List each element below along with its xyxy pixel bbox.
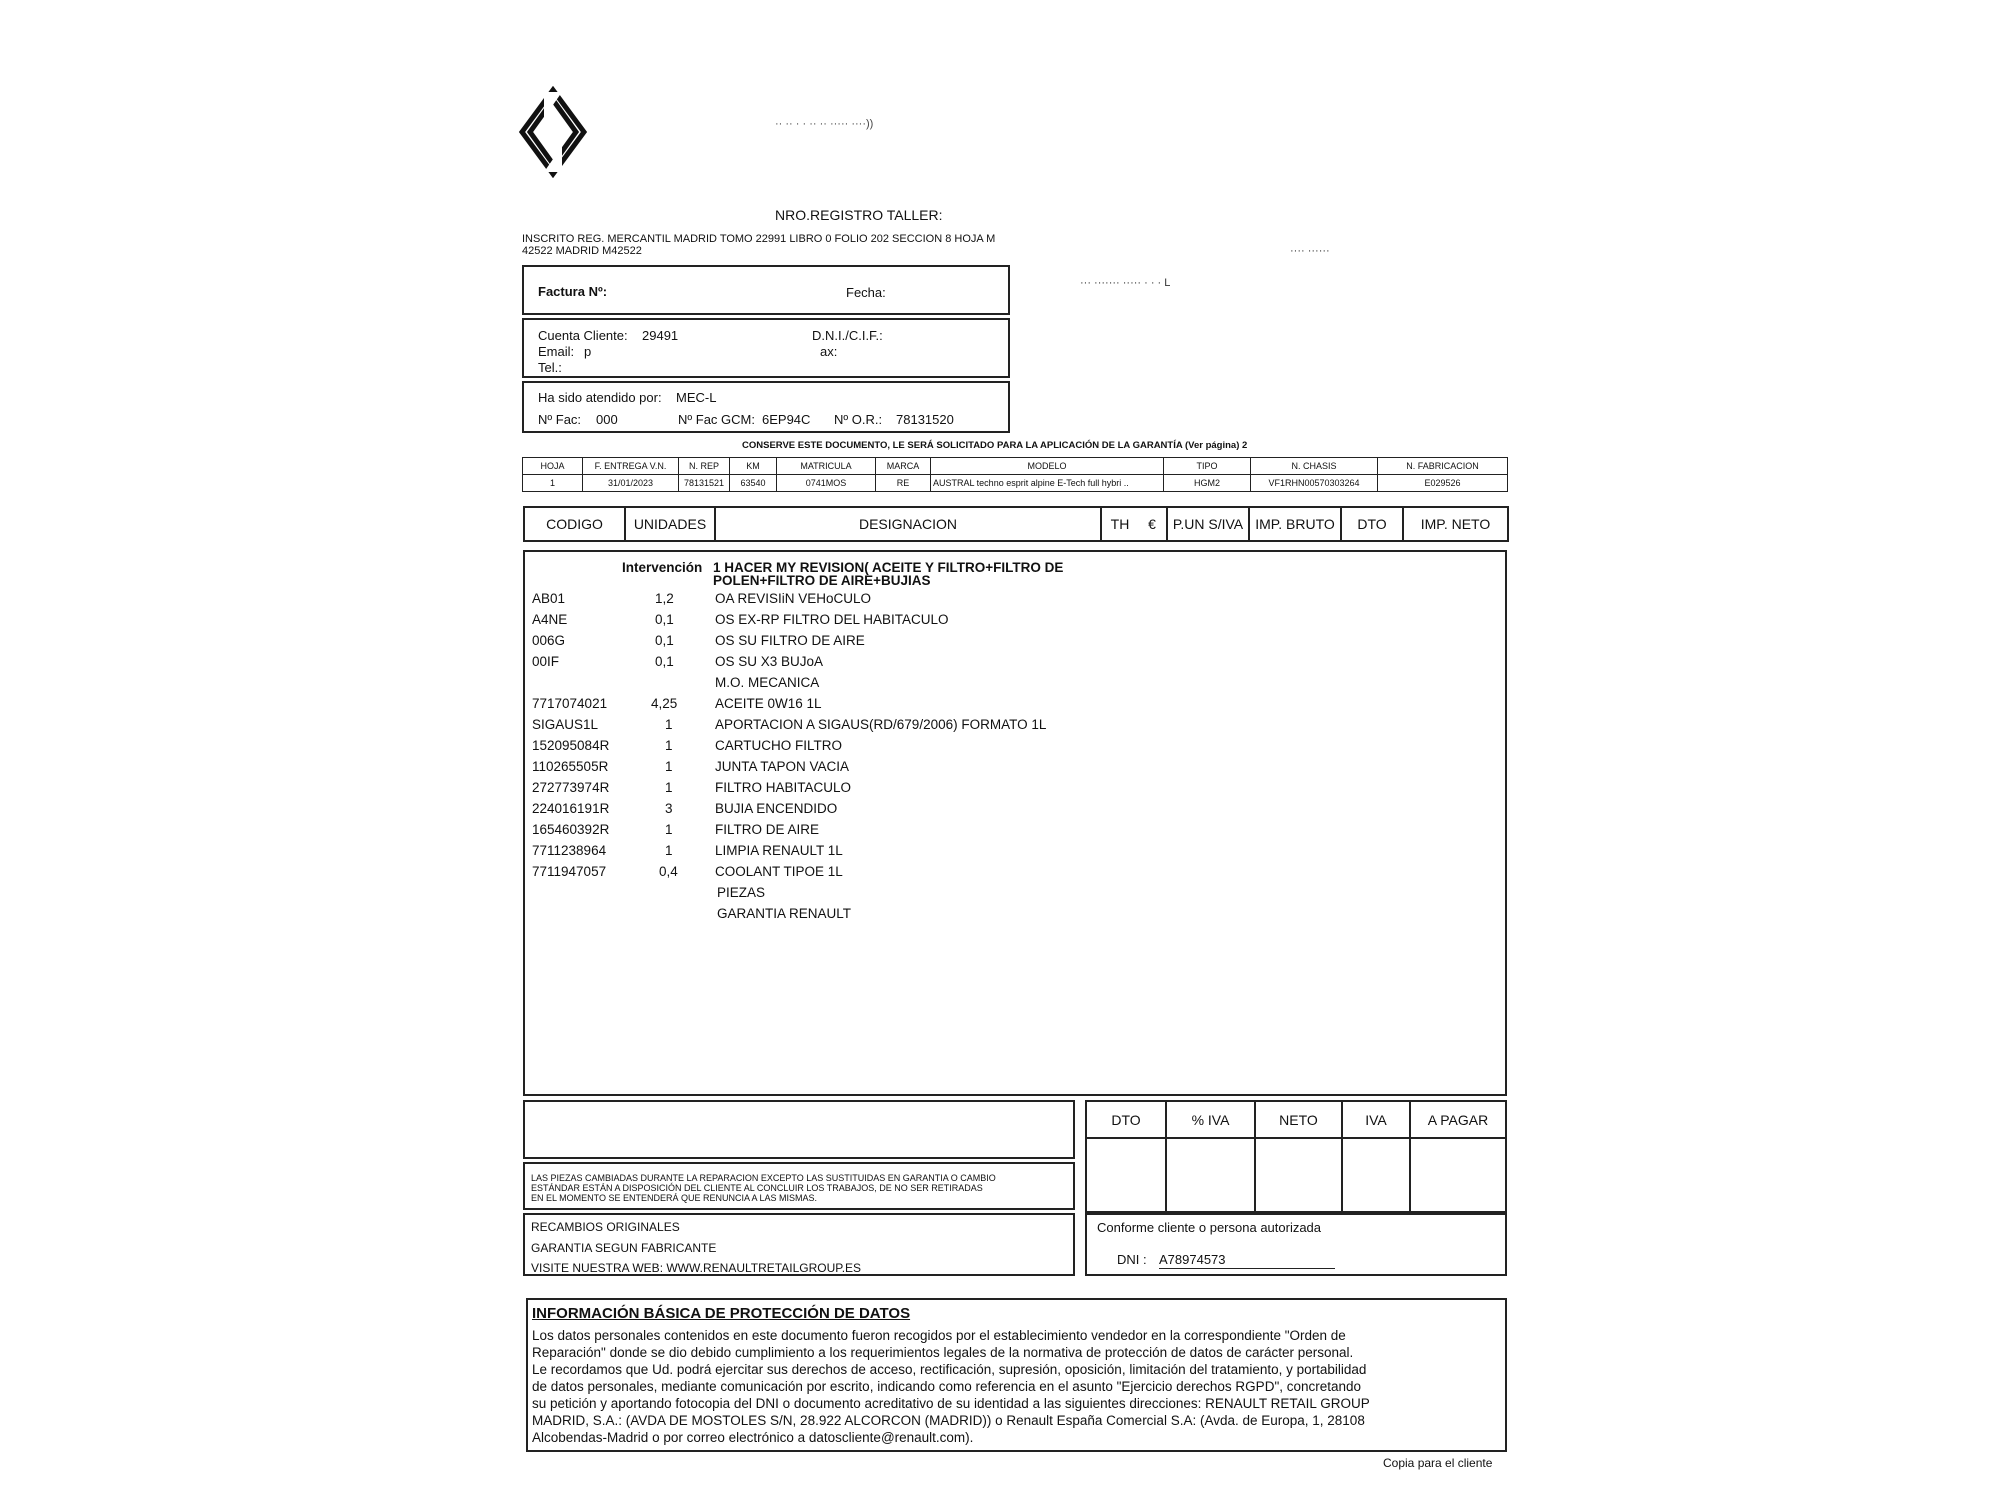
item-units: 1 bbox=[665, 738, 673, 753]
item-desc: BUJIA ENCENDIDO bbox=[715, 801, 838, 816]
privacy-line: Le recordamos que Ud. podrá ejercitar sus derechos de acceso, rectificación, supresión, oposición, limitación del tratamiento, y portabilidad bbox=[532, 1362, 1367, 1377]
col-importe-bruto: IMP. BRUTO bbox=[1249, 507, 1341, 541]
inscrito-line-1: INSCRITO REG. MERCANTIL MADRID TOMO 22991 LIBRO 0 FOLIO 202 SECCION 8 HOJA M bbox=[522, 233, 996, 245]
totals-cell bbox=[1255, 1138, 1342, 1214]
or-label: Nº O.R.: bbox=[834, 412, 883, 427]
intervention-line-2: POLEN+FILTRO DE AIRE+BUJIAS bbox=[713, 573, 931, 588]
vehicle-value-cell: HGM2 bbox=[1164, 475, 1251, 492]
list-item bbox=[525, 591, 1525, 611]
totals-table bbox=[1085, 1100, 1507, 1215]
gcm-value: 6EP94C bbox=[762, 412, 811, 427]
signature-box bbox=[1085, 1211, 1507, 1276]
item-desc: FILTRO DE AIRE bbox=[715, 822, 820, 837]
list-item bbox=[525, 843, 1525, 863]
item-units: 4,25 bbox=[651, 696, 678, 711]
dni-label: DNI : bbox=[1117, 1252, 1147, 1267]
list-item bbox=[525, 612, 1525, 632]
items-body bbox=[523, 550, 1507, 1096]
item-desc: CARTUCHO FILTRO bbox=[715, 738, 843, 753]
conforme-label: Conforme cliente o persona autorizada bbox=[1097, 1220, 1322, 1235]
atendido-value: MEC-L bbox=[676, 390, 717, 405]
obscured-client-line-1: ···· ······ bbox=[1290, 245, 1330, 257]
item-code: 165460392R bbox=[532, 822, 610, 837]
registro-taller-label: NRO.REGISTRO TALLER: bbox=[775, 207, 943, 223]
inscrito-line-2: 42522 MADRID M42522 bbox=[522, 245, 642, 257]
list-item bbox=[525, 738, 1525, 758]
item-desc: GARANTIA RENAULT bbox=[717, 906, 852, 921]
dni-cif-label: D.N.I./C.I.F.: bbox=[812, 328, 883, 343]
item-desc: OS EX-RP FILTRO DEL HABITACULO bbox=[715, 612, 949, 627]
nfac-label: Nº Fac: bbox=[538, 412, 582, 427]
obscured-client-line-2: ··· ······· ····· · · · L bbox=[1080, 277, 1171, 289]
item-code: SIGAUS1L bbox=[532, 717, 599, 732]
col-importe-neto: IMP. NETO bbox=[1403, 507, 1508, 541]
item-code: 7711238964 bbox=[532, 843, 607, 858]
intervention-line-1: 1 HACER MY REVISION( ACEITE Y FILTRO+FILTRO DE bbox=[713, 560, 1064, 575]
list-item bbox=[525, 885, 1525, 905]
item-code: 7717074021 bbox=[532, 696, 608, 711]
item-units: 0,1 bbox=[655, 612, 674, 627]
list-item bbox=[525, 633, 1525, 653]
invoice-box bbox=[522, 265, 1010, 315]
list-item bbox=[525, 675, 1525, 695]
or-value: 78131520 bbox=[896, 412, 954, 427]
list-item bbox=[525, 780, 1525, 800]
totals-cell bbox=[1410, 1138, 1506, 1214]
item-desc: OS SU FILTRO DE AIRE bbox=[715, 633, 865, 648]
item-desc: COOLANT TIPOE 1L bbox=[715, 864, 843, 879]
totals-header-dto: DTO bbox=[1086, 1101, 1166, 1138]
list-item bbox=[525, 696, 1525, 716]
fecha-label: Fecha: bbox=[846, 285, 886, 300]
totals-header-iva: IVA bbox=[1342, 1101, 1410, 1138]
item-desc: OS SU X3 BUJoA bbox=[715, 654, 824, 669]
empty-notes-box bbox=[523, 1100, 1075, 1159]
privacy-line: Alcobendas-Madrid o por correo electrónico a datoscliente@renault.com). bbox=[532, 1430, 974, 1445]
vehicle-table bbox=[522, 457, 1508, 492]
obscured-address-line: ·· ·· · · ·· ·· ····· ····)) bbox=[775, 118, 874, 130]
vehicle-value-cell: 0741MOS bbox=[777, 475, 876, 492]
conserve-note: CONSERVE ESTE DOCUMENTO, LE SERÁ SOLICITADO PARA LA APLICACIÓN DE LA GARANTÍA (Ver página) 2 bbox=[742, 440, 1248, 451]
vehicle-header-cell: TIPO bbox=[1164, 458, 1251, 475]
fax-label: ax: bbox=[820, 344, 838, 359]
item-desc: APORTACION A SIGAUS(RD/679/2006) FORMATO 1L bbox=[715, 717, 1047, 732]
item-code: A4NE bbox=[532, 612, 568, 627]
factura-label: Factura Nº: bbox=[538, 284, 608, 299]
totals-header-a-pagar: A PAGAR bbox=[1410, 1101, 1506, 1138]
vehicle-value-row bbox=[523, 475, 1508, 492]
vehicle-header-cell: KM bbox=[730, 458, 777, 475]
list-item bbox=[525, 864, 1525, 884]
item-desc: M.O. MECANICA bbox=[715, 675, 820, 690]
list-item bbox=[525, 759, 1525, 779]
atendido-label: Ha sido atendido por: bbox=[538, 390, 662, 405]
piezas-note-box bbox=[523, 1162, 1075, 1210]
vehicle-value-cell: 31/01/2023 bbox=[583, 475, 679, 492]
garantia-line: GARANTIA SEGUN FABRICANTE bbox=[531, 1241, 717, 1255]
item-desc: FILTRO HABITACULO bbox=[715, 780, 852, 795]
item-units: 1,2 bbox=[655, 591, 674, 606]
item-units: 1 bbox=[665, 717, 673, 732]
vehicle-header-row bbox=[523, 458, 1508, 475]
item-code: 7711947057 bbox=[532, 864, 607, 879]
vehicle-value-cell: RE bbox=[876, 475, 931, 492]
totals-header-iva-pct: % IVA bbox=[1166, 1101, 1255, 1138]
piezas-note-line-2: ESTÁNDAR ESTÁN A DISPOSICIÓN DEL CLIENTE AL CONCLUIR LOS TRABAJOS, DE NO SER RETIRADAS bbox=[531, 1183, 983, 1193]
item-units: 0,4 bbox=[659, 864, 678, 879]
item-code: 006G bbox=[532, 633, 566, 648]
vehicle-header-cell: MATRICULA bbox=[777, 458, 876, 475]
vehicle-value-cell: 78131521 bbox=[679, 475, 730, 492]
email-value: p bbox=[584, 344, 592, 359]
client-box bbox=[522, 318, 1010, 378]
piezas-note-line-3: EN EL MOMENTO SE ENTENDERÁ QUE RENUNCIA A LAS MISMAS. bbox=[531, 1193, 818, 1203]
item-code: 224016191R bbox=[532, 801, 610, 816]
vehicle-value-cell: VF1RHN00570303264 bbox=[1251, 475, 1378, 492]
piezas-note-line-1: LAS PIEZAS CAMBIADAS DURANTE LA REPARACION EXCEPTO LAS SUSTITUIDAS EN GARANTIA O CAMBIO bbox=[531, 1173, 996, 1183]
privacy-line: MADRID, S.A.: (AVDA DE MOSTOLES S/N, 28.922 ALCORCON (MADRID)) o Renault España Comercial S.A: (Avda. de Europa, 1, 28108 bbox=[532, 1413, 1365, 1428]
recambios-line: RECAMBIOS ORIGINALES bbox=[531, 1220, 680, 1234]
item-code: 00IF bbox=[532, 654, 560, 669]
renault-diamond-icon bbox=[518, 86, 588, 178]
item-units: 1 bbox=[665, 759, 673, 774]
intervention-label: Intervención bbox=[622, 560, 703, 575]
vehicle-header-cell: N. REP bbox=[679, 458, 730, 475]
vehicle-header-cell: N. CHASIS bbox=[1251, 458, 1378, 475]
col-precio-unitario: P.UN S/IVA bbox=[1167, 507, 1249, 541]
col-euro: € bbox=[1138, 507, 1167, 541]
privacy-line: Reparación" donde se dio debido cumplimiento a los requerimientos legales de la normativa de protección de datos de carácter personal. bbox=[532, 1345, 1354, 1360]
item-units: 1 bbox=[665, 780, 673, 795]
attended-box bbox=[522, 381, 1010, 433]
signature-line bbox=[1159, 1268, 1335, 1269]
item-units: 1 bbox=[665, 843, 673, 858]
privacy-box bbox=[526, 1298, 1507, 1452]
item-desc: ACEITE 0W16 1L bbox=[715, 696, 822, 711]
privacy-line: de datos personales, mediante comunicación por escrito, indicando como referencia en el asunto "Ejercicio derechos RGPD", concretando bbox=[532, 1379, 1362, 1394]
dni-value: A78974573 bbox=[1159, 1252, 1226, 1267]
col-codigo: CODIGO bbox=[524, 507, 625, 541]
list-item bbox=[525, 717, 1525, 737]
vehicle-value-cell: 1 bbox=[523, 475, 583, 492]
item-units: 0,1 bbox=[655, 654, 674, 669]
email-label: Email: bbox=[538, 344, 575, 359]
vehicle-header-cell: F. ENTREGA V.N. bbox=[583, 458, 679, 475]
totals-cell bbox=[1086, 1138, 1166, 1214]
vehicle-header-cell: MODELO bbox=[931, 458, 1164, 475]
item-desc: JUNTA TAPON VACIA bbox=[715, 759, 850, 774]
item-code: AB01 bbox=[532, 591, 566, 606]
recambios-box bbox=[523, 1213, 1075, 1276]
vehicle-value-cell: AUSTRAL techno esprit alpine E-Tech full hybri .. bbox=[931, 475, 1164, 492]
gcm-label: Nº Fac GCM: bbox=[678, 412, 755, 427]
item-desc: LIMPIA RENAULT 1L bbox=[715, 843, 843, 858]
item-units: 1 bbox=[665, 822, 673, 837]
item-code: 272773974R bbox=[532, 780, 610, 795]
nfac-value: 000 bbox=[596, 412, 618, 427]
col-dto: DTO bbox=[1341, 507, 1403, 541]
privacy-line: su petición y aportando fotocopia del DNI o documento acreditativo de su identidad a las siguientes direcciones: RENAULT RETAIL GROUP bbox=[532, 1396, 1370, 1411]
item-code: 152095084R bbox=[532, 738, 610, 753]
privacy-line: Los datos personales contenidos en este documento fueron recogidos por el establecimiento vendedor en la correspondiente "Orden de bbox=[532, 1328, 1346, 1343]
list-item bbox=[525, 654, 1525, 674]
vehicle-value-cell: E029526 bbox=[1378, 475, 1508, 492]
totals-cell bbox=[1342, 1138, 1410, 1214]
col-unidades: UNIDADES bbox=[625, 507, 715, 541]
cuenta-cliente-value: 29491 bbox=[642, 328, 679, 343]
tel-label: Tel.: bbox=[538, 360, 562, 375]
list-item bbox=[525, 822, 1525, 842]
web-line: VISITE NUESTRA WEB: WWW.RENAULTRETAILGROUP.ES bbox=[531, 1261, 862, 1275]
vehicle-header-cell: HOJA bbox=[523, 458, 583, 475]
totals-header-neto: NETO bbox=[1255, 1101, 1342, 1138]
totals-cell bbox=[1166, 1138, 1255, 1214]
col-th: TH bbox=[1101, 507, 1138, 541]
list-item bbox=[525, 801, 1525, 821]
item-units: 0,1 bbox=[655, 633, 674, 648]
item-code: 110265505R bbox=[532, 759, 609, 774]
vehicle-value-cell: 63540 bbox=[730, 475, 777, 492]
vehicle-header-cell: MARCA bbox=[876, 458, 931, 475]
col-designacion: DESIGNACION bbox=[715, 507, 1101, 541]
item-desc: PIEZAS bbox=[717, 885, 766, 900]
item-desc: OA REVISIiN VEHoCULO bbox=[715, 591, 872, 606]
privacy-title: INFORMACIÓN BÁSICA DE PROTECCIÓN DE DATOS bbox=[532, 1305, 911, 1322]
vehicle-header-cell: N. FABRICACION bbox=[1378, 458, 1508, 475]
item-units: 3 bbox=[665, 801, 673, 816]
list-item bbox=[525, 906, 1525, 926]
cuenta-cliente-label: Cuenta Cliente: bbox=[538, 328, 628, 343]
copy-note: Copia para el cliente bbox=[1383, 1456, 1493, 1470]
items-header bbox=[523, 506, 1509, 542]
